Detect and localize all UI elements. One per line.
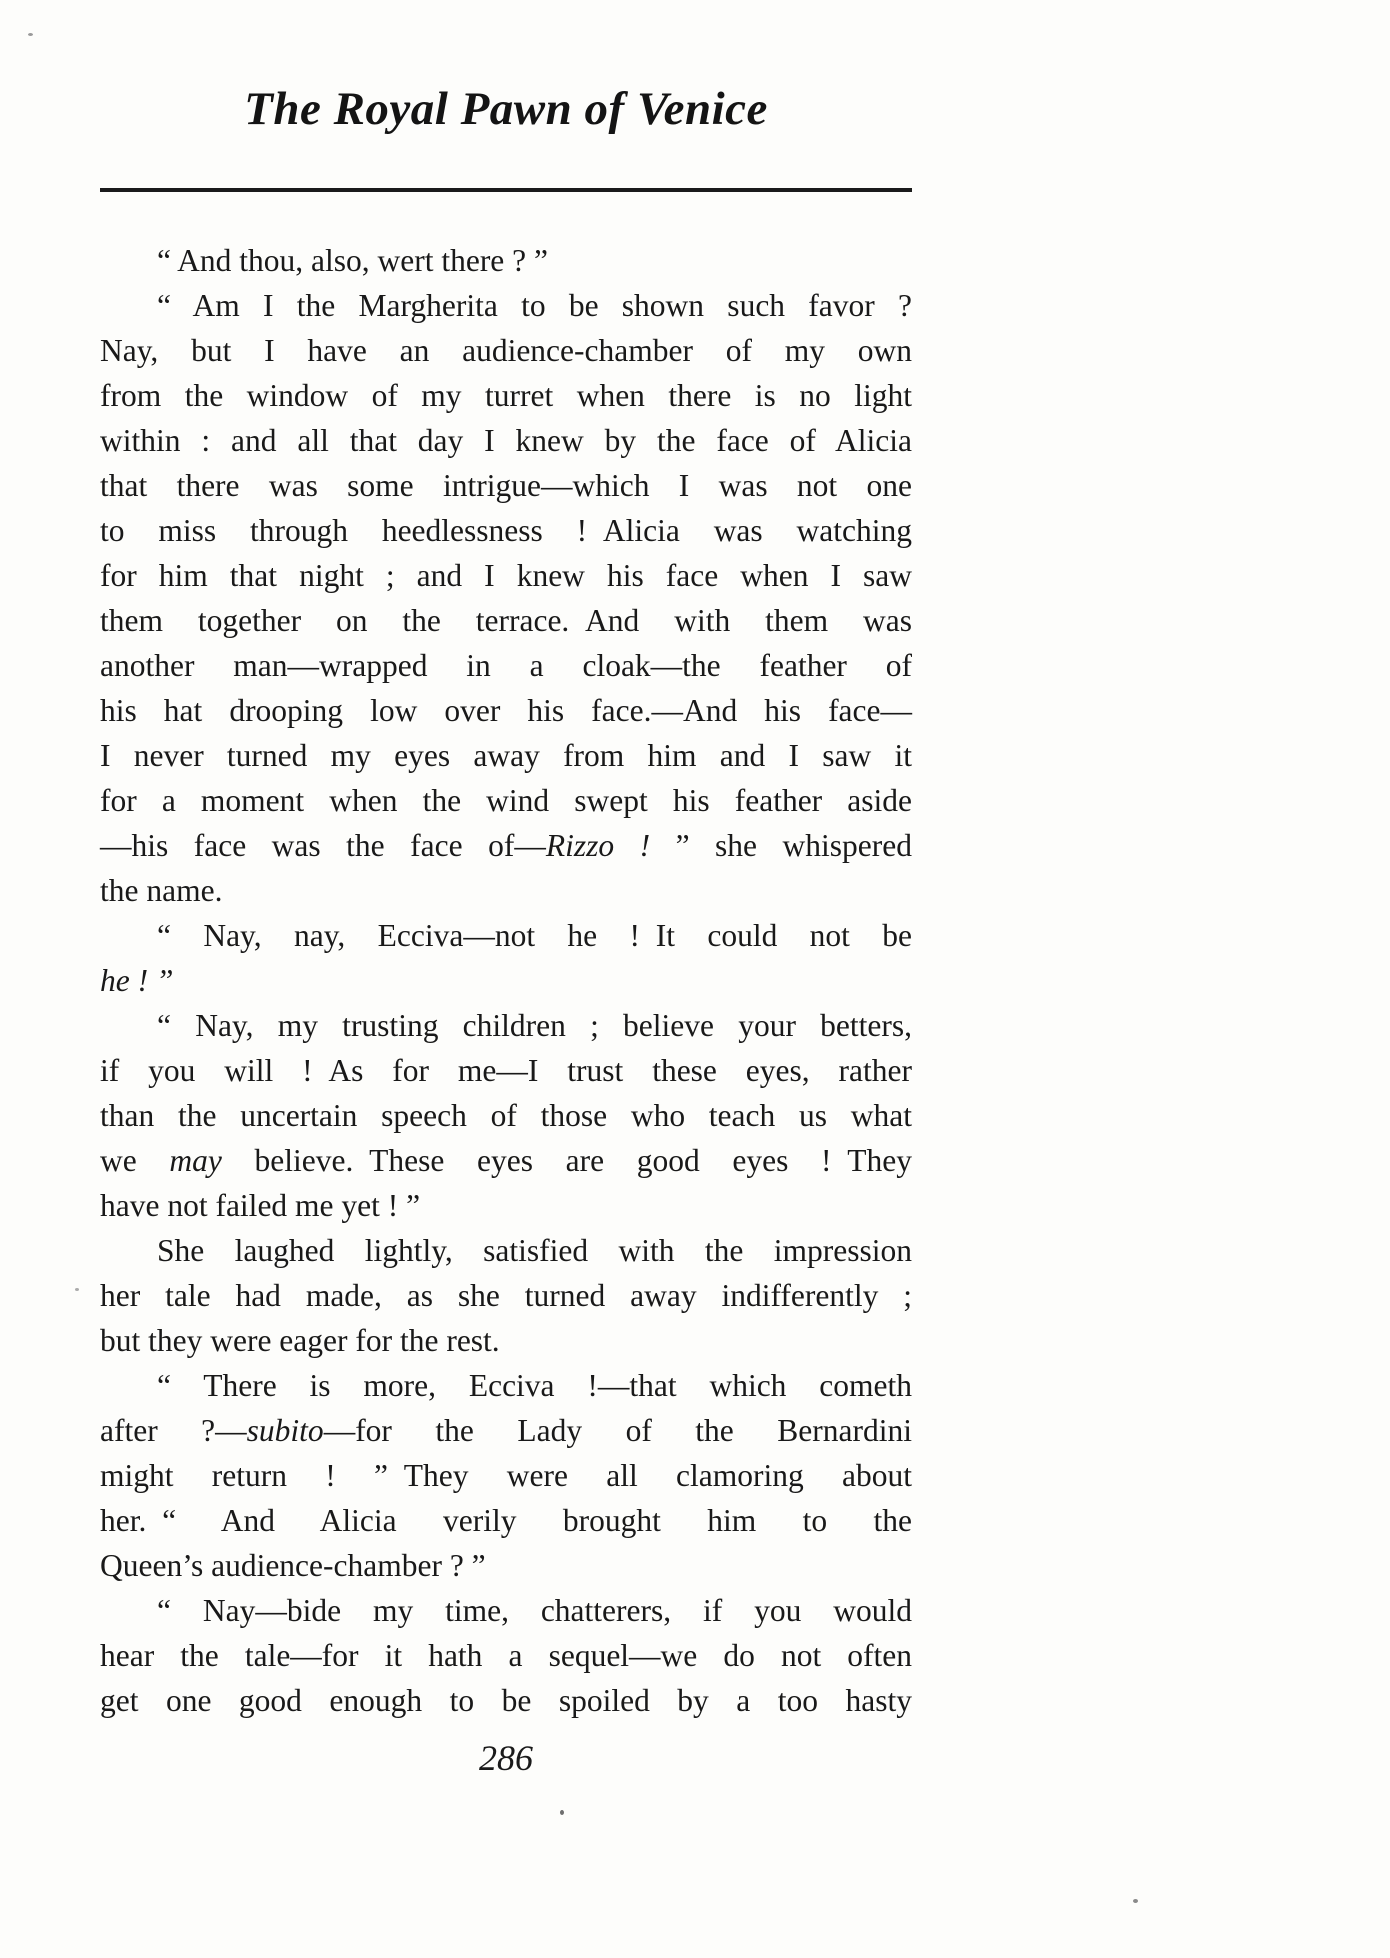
- text-segment: than the uncertain speech of those who teach us what: [100, 1098, 912, 1133]
- text-line: [100, 1543, 912, 1588]
- scan-speck: [560, 1810, 564, 1815]
- text-segment: within : and all that day I knew by the face of Alicia: [100, 423, 912, 458]
- text-line: [100, 238, 912, 283]
- text-line: [100, 1228, 912, 1273]
- text-segment: get one good enough to be spoiled by a too hasty: [100, 1683, 912, 1718]
- text-block: [100, 238, 912, 1723]
- text-line: [100, 463, 912, 508]
- text-line: [100, 418, 912, 463]
- text-segment: “ And thou, also, wert there ? ”: [157, 243, 548, 278]
- text-line: [100, 688, 912, 733]
- running-header: The Royal Pawn of Venice: [244, 83, 768, 135]
- text-segment: She laughed lightly, satisfied with the impression: [157, 1233, 912, 1268]
- text-line: [100, 1363, 912, 1408]
- text-segment: we: [100, 1143, 170, 1178]
- text-segment: I never turned my eyes away from him and I saw it: [100, 738, 912, 773]
- text-segment: have not failed me yet ! ”: [100, 1188, 421, 1223]
- text-line: [100, 598, 912, 643]
- text-segment: Rizzo !: [545, 828, 651, 863]
- text-line: [100, 643, 912, 688]
- text-segment: might return ! ” They were all clamoring about: [100, 1458, 912, 1493]
- text-segment: Nay, but I have an audience-chamber of my own: [100, 333, 912, 368]
- text-segment: the name.: [100, 873, 223, 908]
- text-line: [100, 1678, 912, 1723]
- text-segment: —for the Lady of the Bernardini: [323, 1413, 912, 1448]
- text-segment: if you will ! As for me—I trust these eyes, rather: [100, 1053, 912, 1088]
- text-line: [100, 1093, 912, 1138]
- text-segment: his hat drooping low over his face.—And his face—: [100, 693, 912, 728]
- text-segment: them together on the terrace. And with them was: [100, 603, 912, 638]
- text-segment: subito: [246, 1413, 324, 1448]
- text-segment: “ There is more, Ecciva !—that which cometh: [157, 1368, 912, 1403]
- text-line: [100, 1453, 912, 1498]
- page-content: [100, 80, 912, 1779]
- text-line: [100, 778, 912, 823]
- text-segment: —his face was the face of—: [100, 828, 546, 863]
- text-segment: for a moment when the wind swept his feather aside: [100, 783, 912, 818]
- text-line: [100, 958, 912, 1003]
- text-segment: from the window of my turret when there is no light: [100, 378, 912, 413]
- text-segment: that there was some intrigue—which I was not one: [100, 468, 912, 503]
- text-segment: her tale had made, as she turned away indifferently ;: [100, 1278, 912, 1313]
- text-line: [100, 1408, 912, 1453]
- text-segment: “ Nay, my trusting children ; believe your betters,: [157, 1008, 912, 1043]
- text-segment: another man—wrapped in a cloak—the feather of: [100, 648, 912, 683]
- text-line: [100, 1183, 912, 1228]
- text-segment: believe. These eyes are good eyes ! They: [221, 1143, 912, 1178]
- text-segment: “ Nay, nay, Ecciva—not he ! It could not be: [157, 918, 912, 953]
- text-segment: after ?—: [100, 1413, 247, 1448]
- text-segment: ” she whispered: [650, 828, 912, 863]
- text-line: [100, 1318, 912, 1363]
- text-segment: hear the tale—for it hath a sequel—we do not often: [100, 1638, 912, 1673]
- scan-speck: [75, 1288, 79, 1291]
- text-segment: her. “ And Alicia verily brought him to the: [100, 1503, 912, 1538]
- text-segment: may: [169, 1143, 222, 1178]
- text-line: [100, 553, 912, 598]
- scan-speck: [28, 33, 33, 36]
- text-line: [100, 868, 912, 913]
- text-line: [100, 1048, 912, 1093]
- text-line: [100, 373, 912, 418]
- text-line: [100, 733, 912, 778]
- text-line: [100, 1003, 912, 1048]
- text-line: [100, 823, 912, 868]
- text-line: [100, 1498, 912, 1543]
- text-segment: but they were eager for the rest.: [100, 1323, 500, 1358]
- text-segment: “ Nay—bide my time, chatterers, if you would: [157, 1593, 912, 1628]
- text-segment: to miss through heedlessness ! Alicia was watching: [100, 513, 912, 548]
- scan-speck: [1133, 1899, 1138, 1903]
- text-line: [100, 1138, 912, 1183]
- text-line: [100, 1633, 912, 1678]
- text-line: [100, 328, 912, 373]
- text-segment: Queen’s audience-chamber ? ”: [100, 1548, 486, 1583]
- text-segment: for him that night ; and I knew his face when I saw: [100, 558, 912, 593]
- page-number: 286: [479, 1738, 533, 1778]
- text-line: [100, 283, 912, 328]
- text-segment: he ! ”: [100, 963, 174, 998]
- text-line: [100, 1588, 912, 1633]
- text-line: [100, 913, 912, 958]
- text-segment: “ Am I the Margherita to be shown such favor ?: [157, 288, 912, 323]
- header-rule: [100, 188, 912, 192]
- text-line: [100, 1273, 912, 1318]
- text-line: [100, 508, 912, 553]
